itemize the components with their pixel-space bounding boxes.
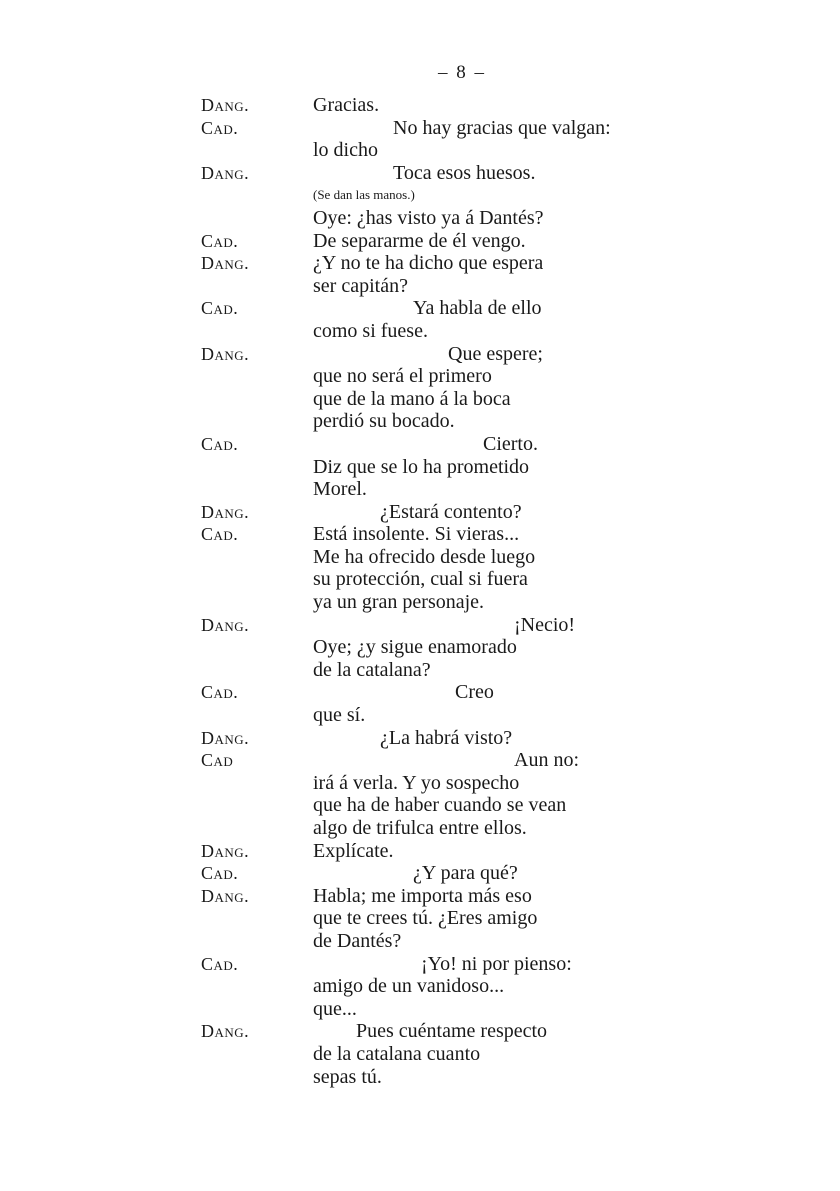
dialogue-line [0,275,840,298]
speaker-label: Dang. [201,840,250,861]
speaker-label: Cad. [201,863,239,884]
speaker-label: Dang. [201,501,250,522]
line-text: de Dantés? [313,929,402,952]
speaker-label: Dang. [201,727,250,748]
dialogue-line [0,840,840,863]
dialogue-line [0,998,840,1021]
line-text: que... [313,997,357,1020]
line-text: que te crees tú. ¿Eres amigo [313,907,538,930]
dialogue-line [0,930,840,953]
speaker-label: Cad. [201,682,239,703]
line-text: Morel. [313,478,367,501]
dialogue-line [0,614,840,637]
dialogue-line [0,433,840,456]
line-text: Oye; ¿y sigue enamorado [313,636,517,659]
line-text: ¿Estará contento? [380,500,522,523]
dialogue-line [0,1043,840,1066]
line-text: Que espere; [448,342,543,365]
line-text: Está insolente. Si vieras... [313,523,520,546]
line-text: Habla; me importa más eso [313,884,532,907]
line-text: amigo de un vanidoso... [313,975,505,998]
dialogue-line [0,727,840,750]
dialogue-line [0,388,840,411]
dialogue-line [0,794,840,817]
line-text: su protección, cual si fuera [313,568,528,591]
line-text: No hay gracias que valgan: [393,116,611,139]
line-text: que de la mano á la boca [313,387,511,410]
line-text: Gracias. [313,94,380,116]
line-text: como si fuese. [313,319,428,342]
speaker-label: Cad [201,750,234,771]
page-number: – 8 – [438,62,486,83]
line-text: Cierto. [483,432,538,455]
line-text: ¡Necio! [514,613,576,636]
dialogue-line [0,953,840,976]
dialogue-line [0,636,840,659]
line-text: de la catalana? [313,658,431,681]
dialogue-line [0,207,840,230]
dialogue-line [0,704,840,727]
line-text: ¿La habrá visto? [380,726,513,749]
stage-direction [0,184,840,207]
speaker-label: Dang. [201,1021,250,1042]
dialogue-line [0,252,840,275]
line-text: Ya habla de ello [413,297,542,320]
line-text: Toca esos huesos. [393,161,536,184]
line-text: ¡Yo! ni por pienso: [421,952,572,975]
line-text: Creo [455,681,494,704]
dialogue-line [0,591,840,614]
dialogue-line [0,772,840,795]
dialogue-line [0,862,840,885]
speaker-label: Cad. [201,230,239,251]
line-text: ya un gran personaje. [313,591,485,614]
dialogue-line [0,885,840,908]
dialogue-line [0,907,840,930]
dialogue-line [0,410,840,433]
dialogue-line [0,681,840,704]
speaker-label: Cad. [201,524,239,545]
speaker-label: Dang. [201,162,250,183]
speaker-label: Cad. [201,298,239,319]
line-text: Aun no: [514,749,579,772]
speaker-label: Cad. [201,433,239,454]
speaker-label: Dang. [201,95,250,115]
dialogue-line [0,568,840,591]
dialogue-line [0,297,840,320]
dialogue-line [0,1066,840,1089]
speaker-label: Dang. [201,253,250,274]
speaker-label: Cad. [201,953,239,974]
line-text: ¿Y no te ha dicho que espera [313,252,544,275]
speaker-label: Dang. [201,343,250,364]
dialogue-line [0,139,840,162]
dialogue-line [0,456,840,479]
speaker-label: Dang. [201,885,250,906]
dialogue-line [0,501,840,524]
dialogue-line [0,230,840,253]
line-text: lo dicho [313,139,378,162]
speaker-label: Cad. [201,117,239,138]
dialogue-line [0,94,840,117]
line-text: ¿Y para qué? [413,862,518,885]
line-text: que no será el primero [313,365,492,388]
line-text: De separarme de él vengo. [313,229,526,252]
dialogue-line [0,320,840,343]
dialogue-line [0,975,840,998]
dialogue-line [0,546,840,569]
dialogue-block [0,94,840,1088]
line-text: Me ha ofrecido desde luego [313,545,536,568]
dialogue-line [0,162,840,185]
dialogue-line [0,817,840,840]
line-text: que sí. [313,704,366,727]
dialogue-line [0,659,840,682]
line-text: Oye: ¿has visto ya á Dantés? [313,206,544,229]
dialogue-line [0,1020,840,1043]
speaker-label: Dang. [201,614,250,635]
line-text: de la catalana cuanto [313,1042,481,1065]
line-text: Pues cuéntame respecto [356,1020,548,1043]
line-text: algo de trifulca entre ellos. [313,817,527,839]
line-text: Explícate. [313,839,394,862]
dialogue-line [0,343,840,366]
line-text: sepas tú. [313,1065,382,1088]
dialogue-line [0,365,840,388]
stage-direction-text: (Se dan las manos.) [313,187,415,203]
line-text: Diz que se lo ha prometido [313,455,530,478]
line-text: irá á verla. Y yo sospecho [313,771,520,794]
dialogue-line [0,478,840,501]
line-text: que ha de haber cuando se vean [313,794,567,817]
dialogue-line [0,749,840,772]
dialogue-line [0,523,840,546]
line-text: ser capitán? [313,274,408,297]
dialogue-line [0,117,840,140]
line-text: perdió su bocado. [313,410,455,433]
